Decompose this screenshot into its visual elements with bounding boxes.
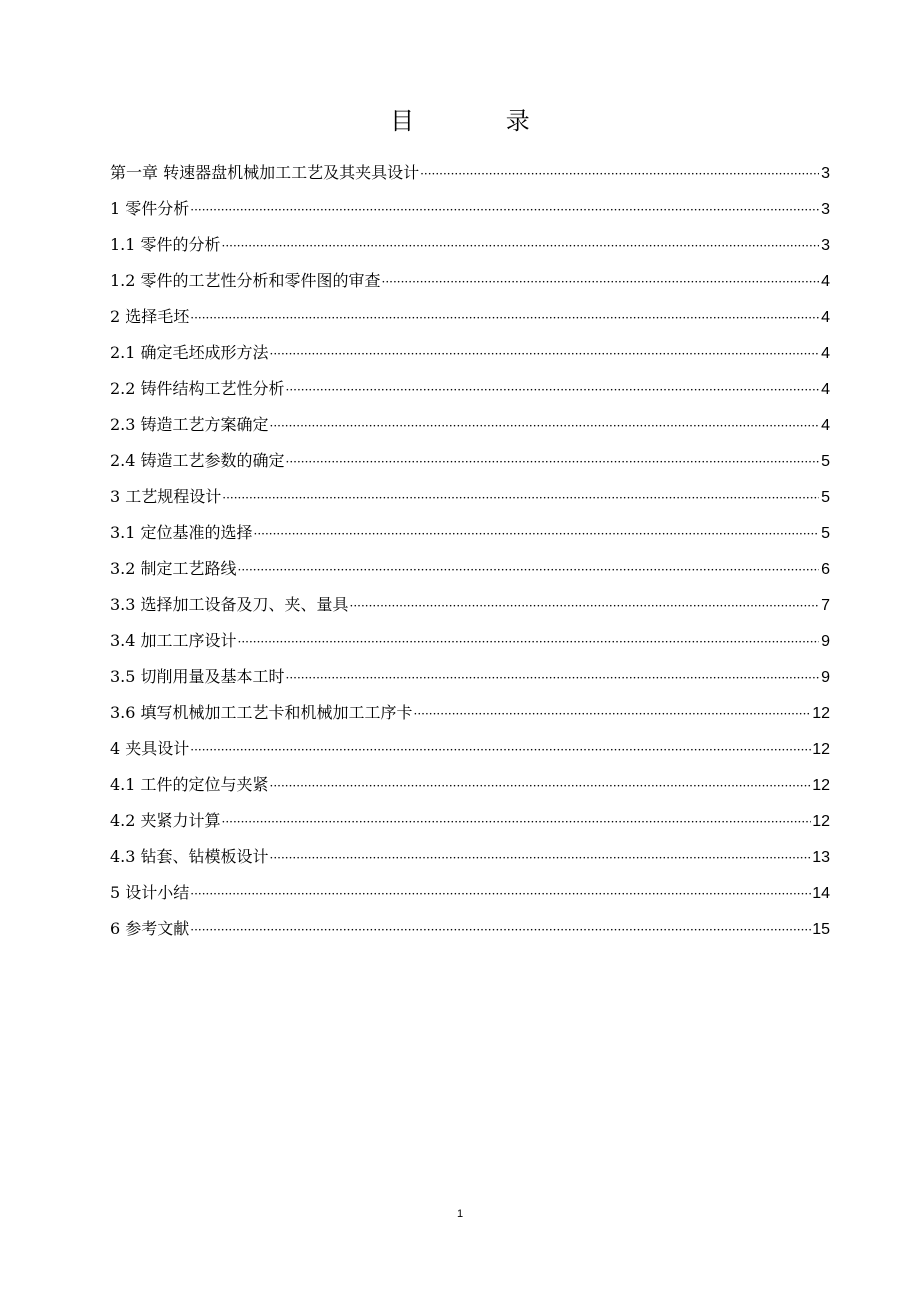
toc-dot-leader [190,192,819,227]
toc-entry[interactable] [110,803,830,839]
toc-entry[interactable] [110,191,830,227]
toc-dot-leader [254,516,819,551]
toc-dot-leader [270,840,812,875]
toc-entry-page: 7 [821,597,830,614]
toc-entry-page: 6 [821,561,830,578]
toc-entry-text: 1.1 零件的分析 [110,235,221,254]
toc-dot-leader [270,408,819,443]
toc-entry-text: 第一章 转速器盘机械加工工艺及其夹具设计 [110,163,420,182]
toc-entry-page: 9 [821,669,830,686]
toc-entry-text: 2.3 铸造工艺方案确定 [110,415,269,434]
toc-entry-page: 5 [821,525,830,542]
toc-title: 目 录 [390,107,572,135]
toc-entry[interactable] [110,731,830,767]
toc-entry-text: 3.1 定位基准的选择 [110,523,253,542]
toc-entry[interactable] [110,623,830,659]
toc-entry-text: 4 夹具设计 [110,739,190,758]
toc-entry-page: 15 [812,921,830,938]
toc-entry-page: 3 [821,165,830,182]
toc-entry[interactable] [110,515,830,551]
toc-entry[interactable] [110,767,830,803]
toc-entry-page: 5 [821,453,830,470]
toc-entry-page: 12 [812,741,830,758]
toc-entry-page: 5 [821,489,830,506]
toc-dot-leader [222,804,812,839]
toc-entry[interactable] [110,551,830,587]
toc-dot-leader [222,228,819,263]
toc-dot-leader [382,264,819,299]
toc-entry[interactable] [110,587,830,623]
toc-entry-text: 3.4 加工工序设计 [110,631,237,650]
toc-entry-page: 4 [821,273,830,290]
toc-entry-page: 14 [812,885,830,902]
toc-dot-leader [190,912,811,947]
page-number: 1 [456,1208,464,1220]
toc-dot-leader [286,372,819,407]
toc-dot-leader [190,300,819,335]
toc-entry-page: 12 [812,705,830,722]
toc-entry[interactable] [110,335,830,371]
toc-entry-page: 13 [812,849,830,866]
toc-dot-leader [286,444,819,479]
toc-entry-text: 2.2 铸件结构工艺性分析 [110,379,285,398]
toc-entry-text: 3 工艺规程设计 [110,487,222,506]
toc-entry-text: 3.5 切削用量及基本工时 [110,667,285,686]
toc-entry[interactable] [110,155,830,191]
toc-dot-leader [222,480,819,515]
toc-entry-text: 2.4 铸造工艺参数的确定 [110,451,285,470]
toc-entry-page: 4 [821,345,830,362]
toc-entry[interactable] [110,227,830,263]
toc-entry-text: 1.2 零件的工艺性分析和零件图的审查 [110,271,381,290]
toc-entry-page: 3 [821,201,830,218]
toc-entry[interactable] [110,371,830,407]
toc-entry-text: 2 选择毛坯 [110,307,190,326]
toc-entry-page: 12 [812,777,830,794]
toc-list [110,155,830,947]
toc-dot-leader [190,876,811,911]
toc-entry-text: 6 参考文献 [110,919,190,938]
toc-dot-leader [238,624,819,659]
toc-entry-text: 3.3 选择加工设备及刀、夹、量具 [110,595,349,614]
toc-dot-leader [270,336,819,371]
toc-entry[interactable] [110,695,830,731]
toc-entry[interactable] [110,299,830,335]
toc-dot-leader [350,588,819,623]
toc-entry[interactable] [110,875,830,911]
toc-entry[interactable] [110,443,830,479]
toc-entry-page: 3 [821,237,830,254]
toc-entry-text: 1 零件分析 [110,199,190,218]
toc-entry[interactable] [110,839,830,875]
toc-entry-text: 2.1 确定毛坯成形方法 [110,343,269,362]
toc-entry-text: 3.6 填写机械加工工艺卡和机械加工工序卡 [110,703,413,722]
toc-dot-leader [420,156,819,191]
toc-dot-leader [190,732,811,767]
toc-entry-text: 3.2 制定工艺路线 [110,559,237,578]
toc-entry[interactable] [110,263,830,299]
toc-entry[interactable] [110,407,830,443]
toc-dot-leader [286,660,819,695]
toc-dot-leader [238,552,819,587]
toc-entry[interactable] [110,659,830,695]
toc-entry-page: 4 [821,417,830,434]
toc-entry-text: 5 设计小结 [110,883,190,902]
toc-entry[interactable] [110,911,830,947]
toc-dot-leader [270,768,812,803]
toc-dot-leader [414,696,812,731]
toc-entry-page: 4 [821,381,830,398]
toc-entry-page: 4 [821,309,830,326]
toc-entry-text: 4.2 夹紧力计算 [110,811,221,830]
toc-entry-page: 9 [821,633,830,650]
toc-entry[interactable] [110,479,830,515]
toc-entry-page: 12 [812,813,830,830]
toc-entry-text: 4.3 钻套、钻模板设计 [110,847,269,866]
toc-entry-text: 4.1 工件的定位与夹紧 [110,775,269,794]
